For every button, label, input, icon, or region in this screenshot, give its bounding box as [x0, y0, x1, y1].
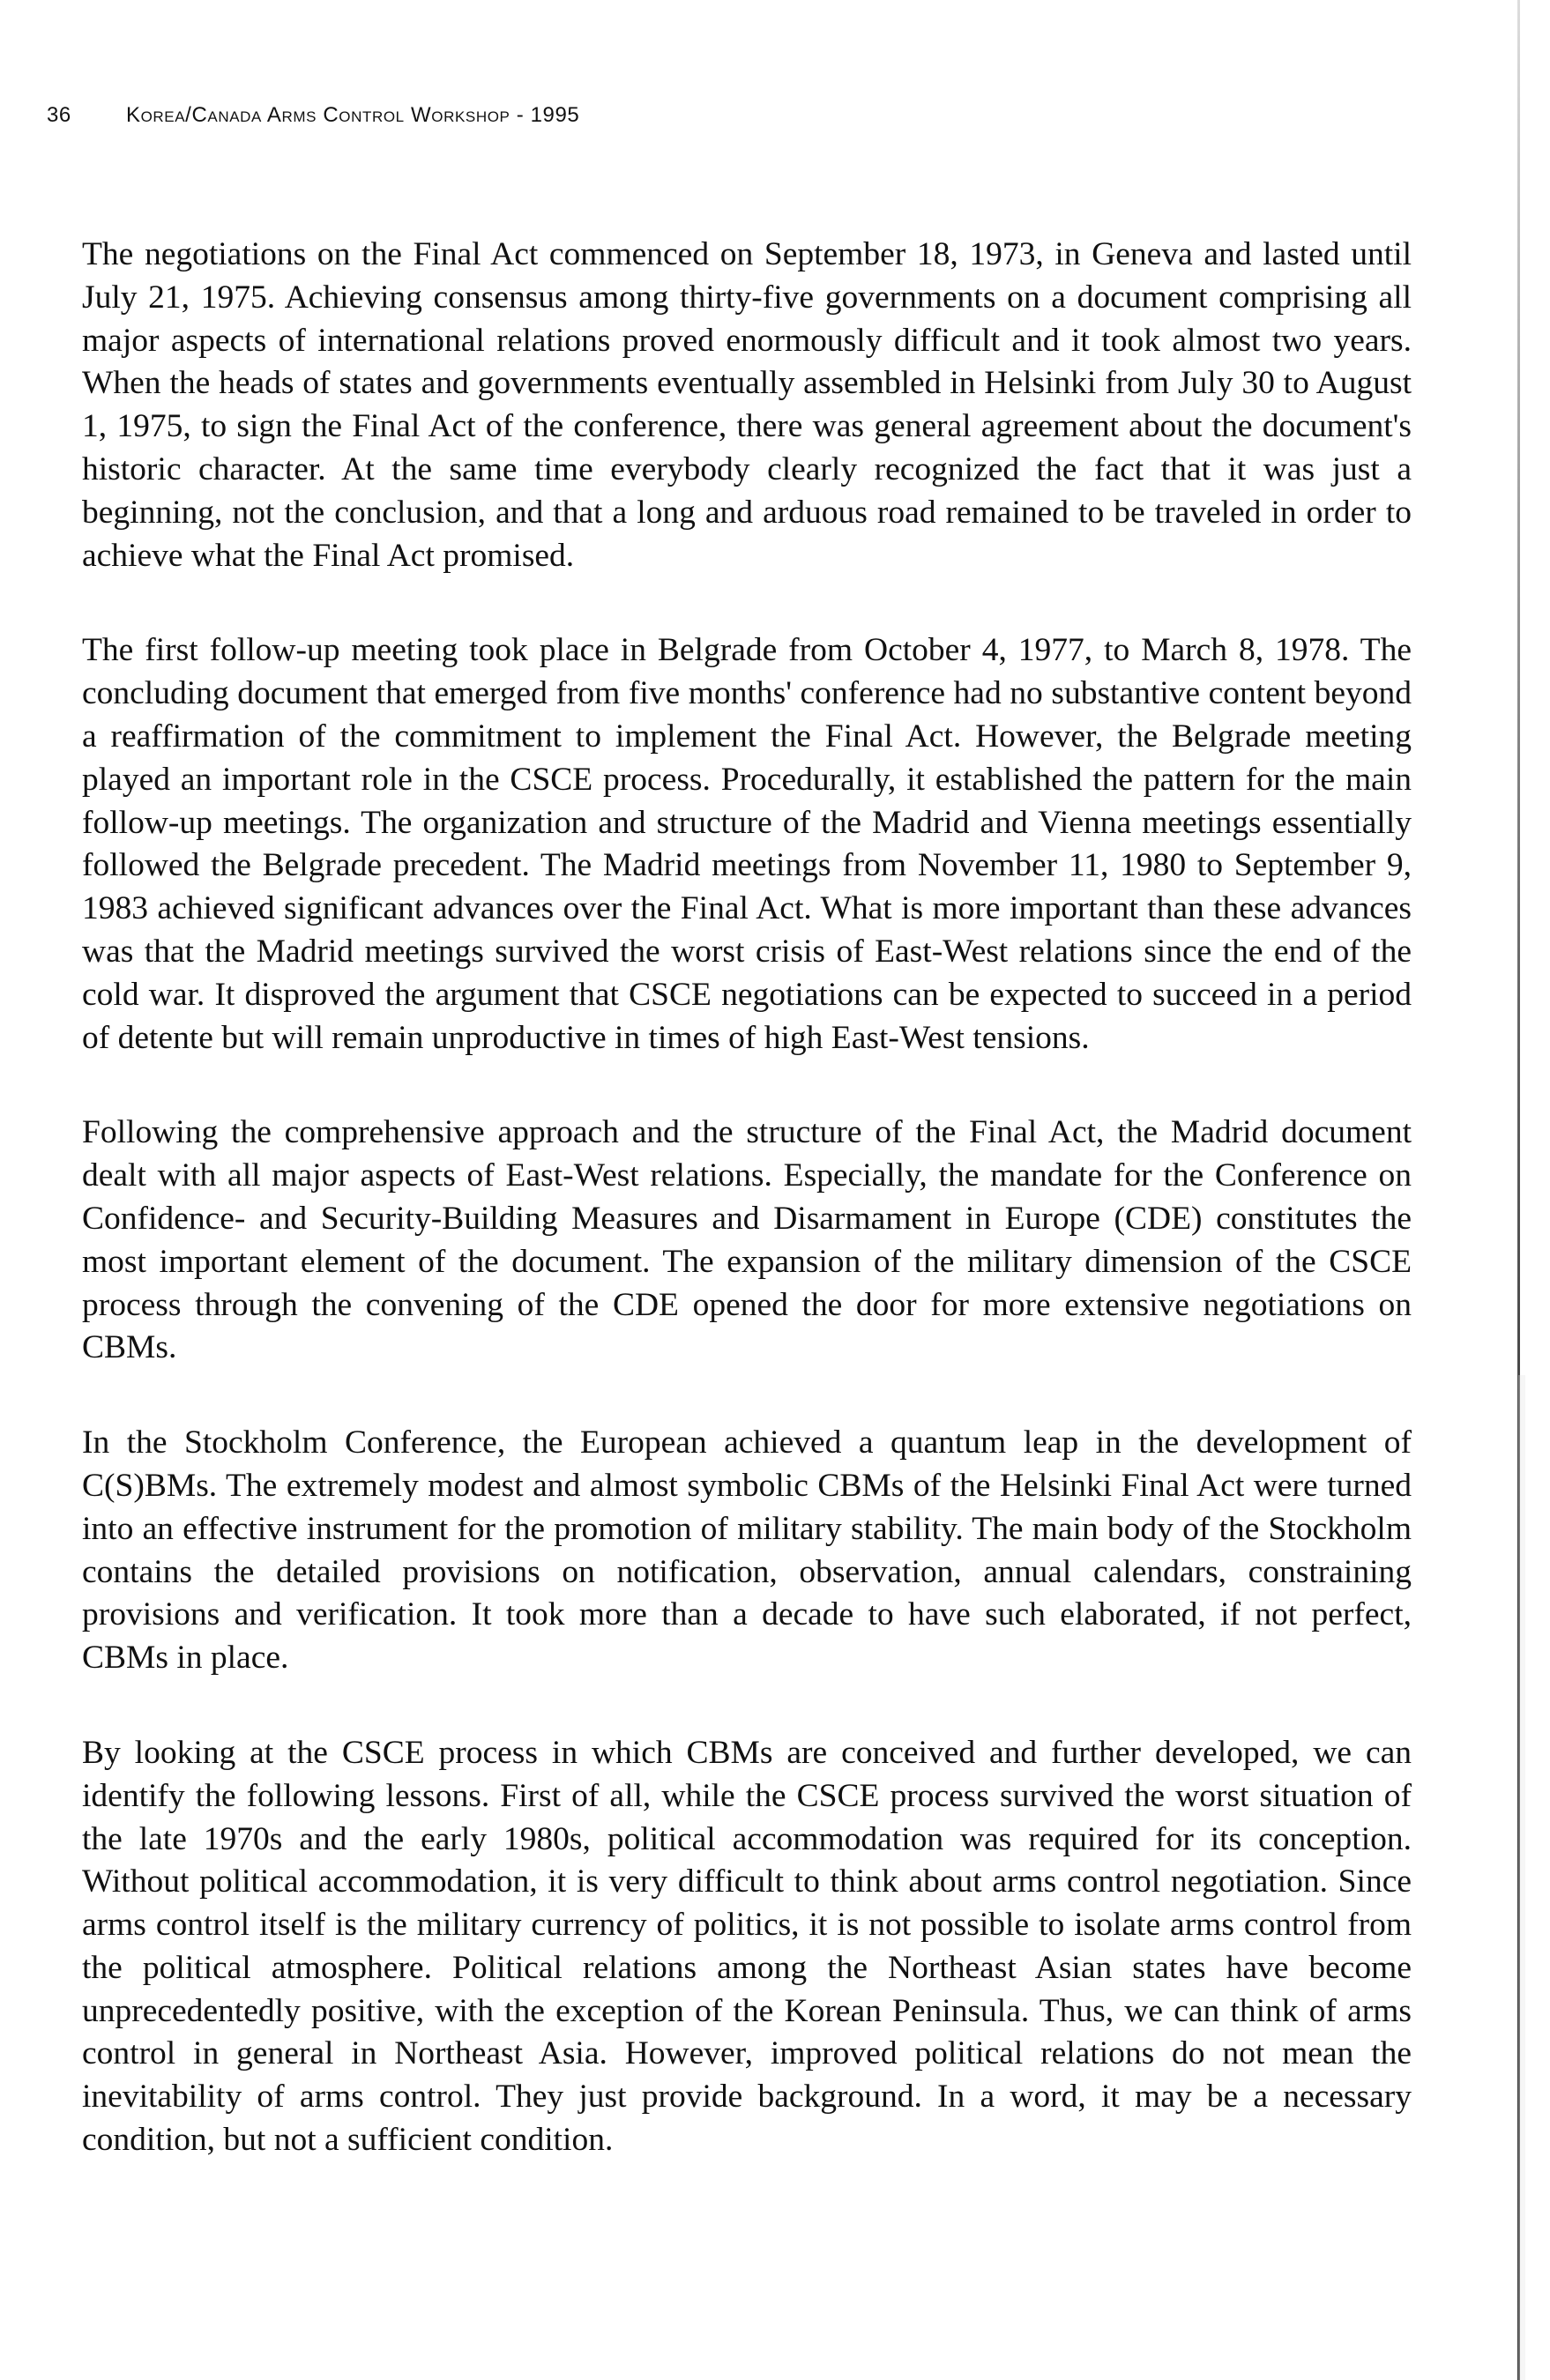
paragraph-1: The negotiations on the Final Act commenced on September 18, 1973, in Geneva and lasted until July 21, 1975. Achieving consensus among thirty-five governments on a document comprising all major aspects of international relations proved enormously difficult and it took almost two years. When the heads of states and governments eventually assembled in Helsinki from July 30 to August 1, 1975, to sign the Final Act of the conference, there was general agreement about the document's historic character. At the same time everybody clearly recognized the fact that it was just a beginning, not the conclusion, and that a long and arduous road remained to be traveled in order to achieve what the Final Act promised. — [82, 236, 1412, 574]
page-number: 36 — [47, 103, 71, 127]
running-title: Korea/Canada Arms Control Workshop - 1995 — [126, 103, 580, 127]
paragraph-3: Following the comprehensive approach and the structure of the Final Act, the Madrid document dealt with all major aspects of East-West relations. Especially, the mandate for the Conference on Confidence- and Security-Building Measures and Disarmament in Europe (CDE) constitutes the most important element of the document. The expansion of the military dimension of the CSCE process through the convening of the CDE opened the door for more extensive negotiations on CBMs. — [82, 1114, 1412, 1366]
scan-edge-shadow — [1518, 1375, 1525, 2380]
page-header — [47, 103, 928, 138]
paragraph-5: By looking at the CSCE process in which CBMs are conceived and further developed, we can identify the following lessons. First of all, while the CSCE process survived the worst situation of the late 1970s and the early 1980s, political accommodation was required for its conception. Without political accommodation, it is very difficult to think about arms control negotiation. Since arms control itself is the military currency of politics, it is not possible to isolate arms control from the political atmosphere. Political relations among the Northeast Asian states have become unprecedentedly positive, with the exception of the Korean Peninsula. Thus, we can think of arms control in general in Northeast Asia. However, improved political relations do not mean the inevitability of arms control. They just provide background. In a word, it may be a necessary condition, but not a sufficient condition. — [82, 1734, 1412, 2159]
paragraph-4: In the Stockholm Conference, the European achieved a quantum leap in the development of C(S)BMs. The extremely modest and almost symbolic CBMs of the Helsinki Final Act were turned into an effective instrument for the promotion of military stability. The main body of the Stockholm contains the detailed provisions on notification, observation, annual calendars, constraining provisions and verification. It took more than a decade to have such elaborated, if not perfect, CBMs in place. — [82, 1424, 1412, 1677]
body-text — [82, 234, 1412, 2214]
paragraph-2: The first follow-up meeting took place in Belgrade from October 4, 1977, to March 8, 1978. The concluding document that emerged from five months' conference had no substantive content beyond a reaffirmation of the commitment to implement the Final Act. However, the Belgrade meeting played an important role in the CSCE process. Procedurally, it established the pattern for the main follow-up meetings. The organization and structure of the Madrid and Vienna meetings essentially followed the Belgrade precedent. The Madrid meetings from November 11, 1980 to September 9, 1983 achieved significant advances over the Final Act. What is more important than these advances was that the Madrid meetings survived the worst crisis of East-West relations since the end of the cold war. It disproved the argument that CSCE negotiations can be expected to succeed in a period of detente but will remain unproductive in times of high East-West tensions. — [82, 632, 1412, 1056]
